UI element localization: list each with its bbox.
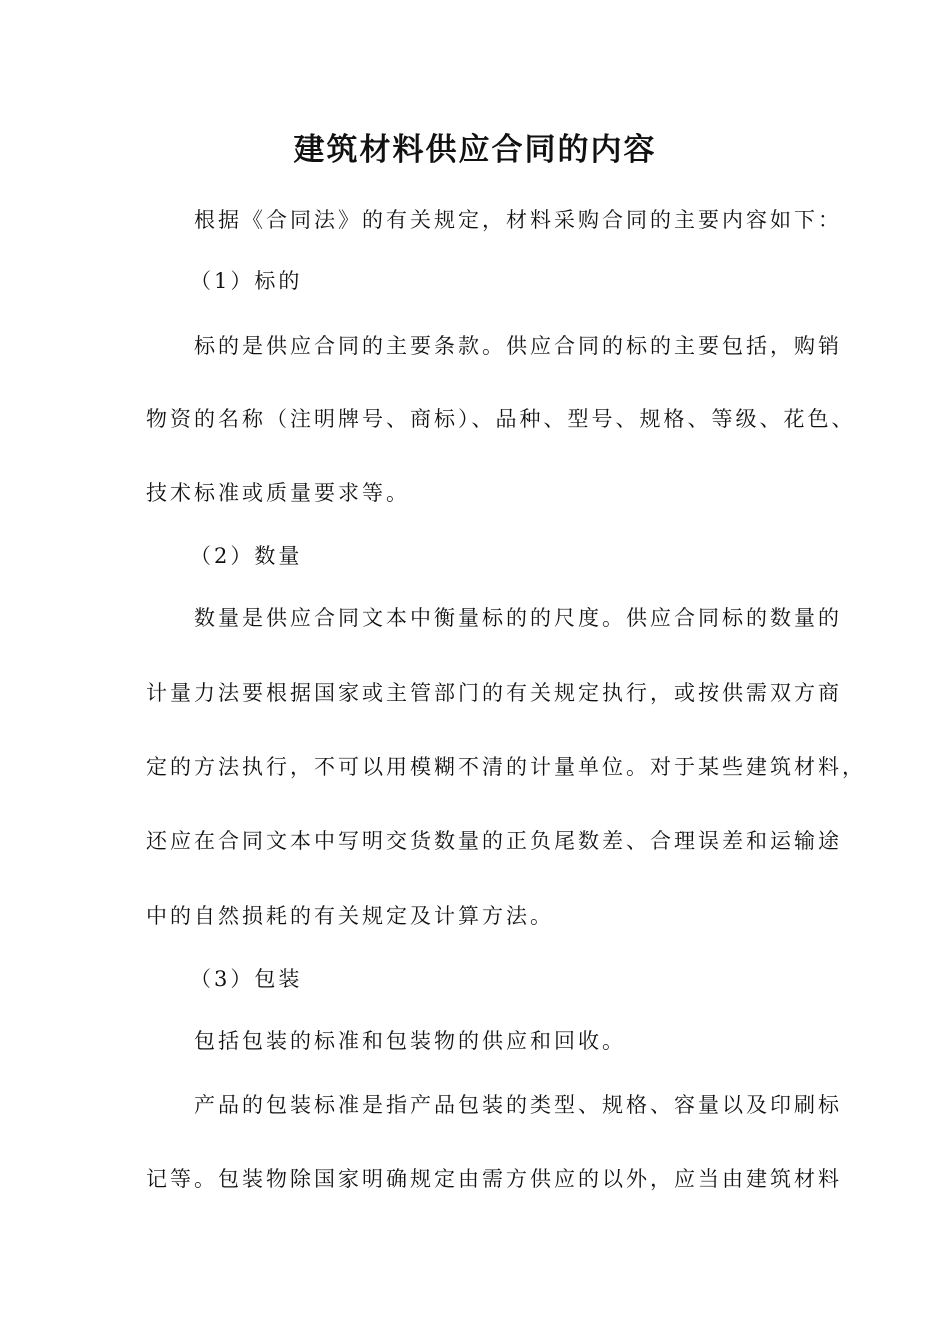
section-heading-quantity: （2）数量 (190, 544, 303, 568)
section-heading-subject: （1）标的 (190, 269, 303, 293)
paragraph-line: 包括包装的标准和包装物的供应和回收。 (194, 1029, 626, 1053)
paragraph-line: 技术标准或质量要求等。 (146, 481, 410, 505)
section-heading-packaging: （3）包装 (190, 967, 303, 991)
paragraph-line: 产品的包装标准是指产品包装的类型、规格、容量以及印刷标 (194, 1093, 842, 1117)
paragraph-line: 标的是供应合同的主要条款。供应合同的标的主要包括，购销 (194, 334, 842, 358)
paragraph-line: 定的方法执行，不可以用模糊不清的计量单位。对于某些建筑材料， (146, 755, 866, 779)
paragraph-line: 物资的名称（注明牌号、商标）、品种、型号、规格、等级、花色、 (146, 407, 856, 431)
intro-paragraph: 根据《合同法》的有关规定，材料采购合同的主要内容如下： (194, 208, 842, 232)
paragraph-line: 计量力法要根据国家或主管部门的有关规定执行，或按供需双方商 (146, 681, 842, 705)
paragraph-line: 记等。包装物除国家明确规定由需方供应的以外，应当由建筑材料 (146, 1167, 842, 1191)
paragraph-line: 还应在合同文本中写明交货数量的正负尾数差、合理误差和运输途 (146, 829, 842, 853)
paragraph-line: 中的自然损耗的有关规定及计算方法。 (146, 904, 554, 928)
document-title: 建筑材料供应合同的内容 (293, 132, 657, 168)
paragraph-line: 数量是供应合同文本中衡量标的的尺度。供应合同标的数量的 (194, 606, 842, 630)
